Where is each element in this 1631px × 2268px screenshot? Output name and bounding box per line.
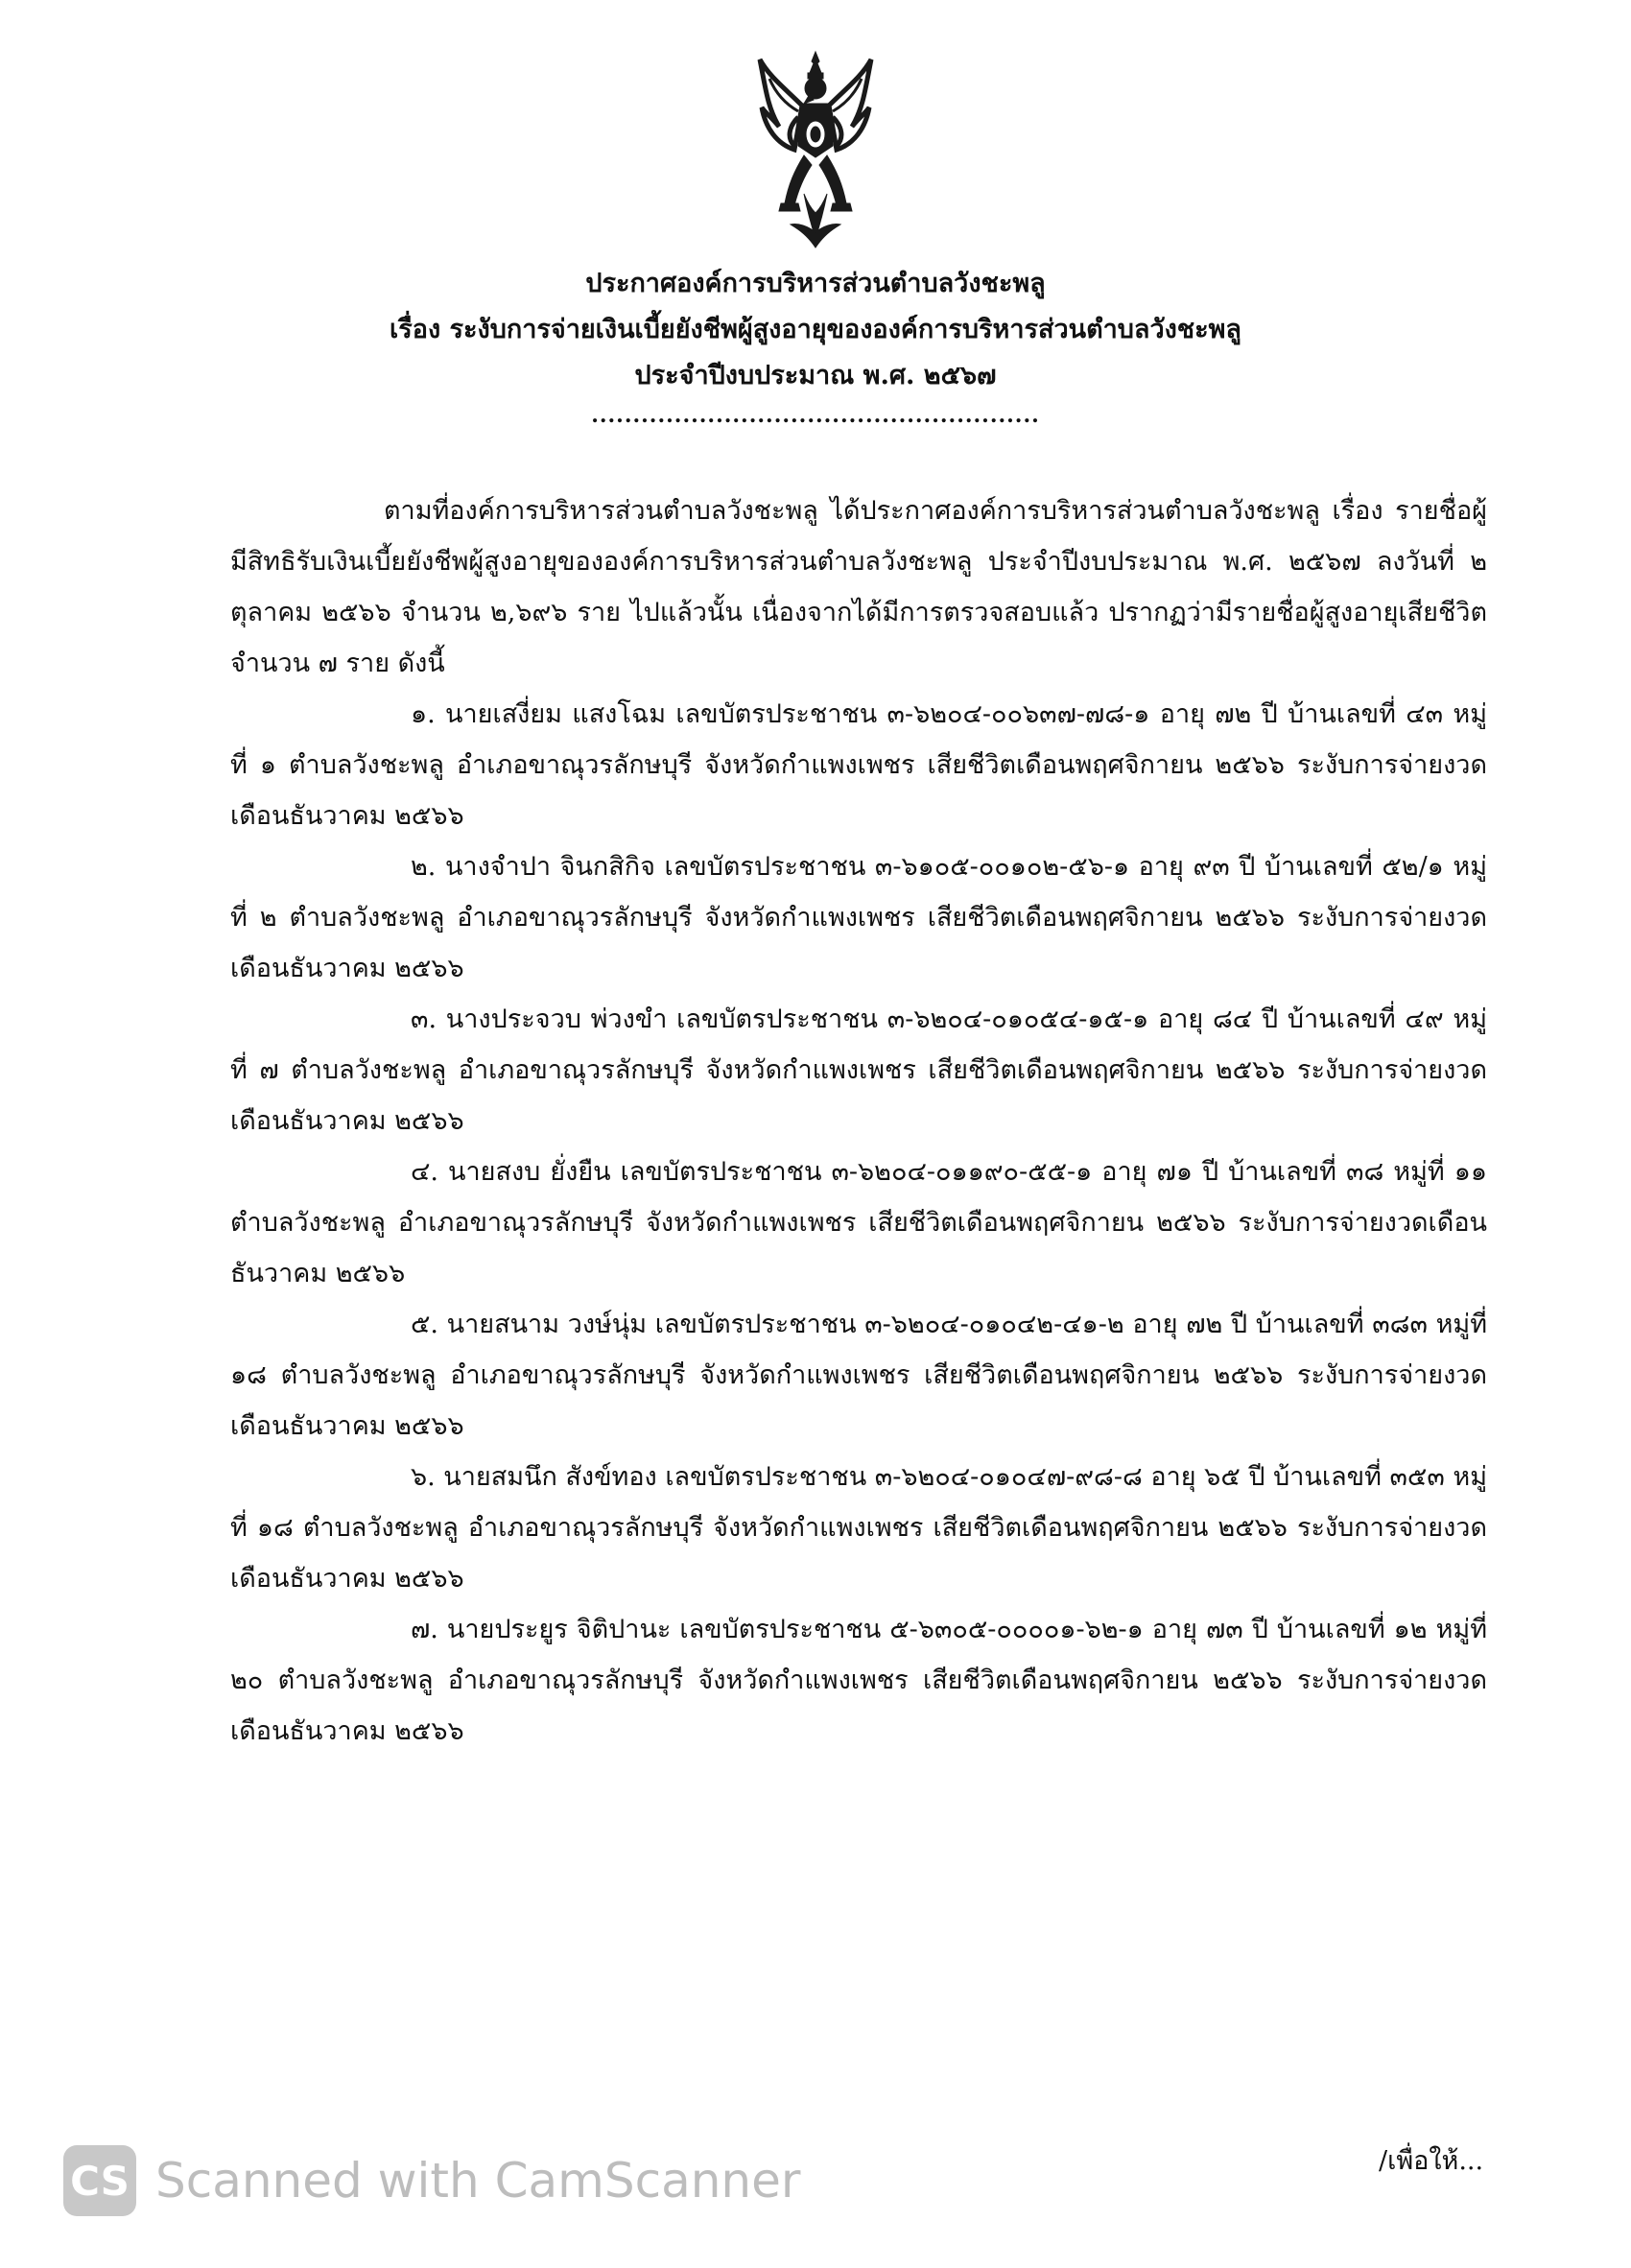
list-item: ๑. นายเสงี่ยม แสงโฉม เลขบัตรประชาชน ๓-๖๒๐๔-๐๐๖๓๗-๗๘-๑ อายุ ๗๒ ปี บ้านเลขที่ ๔๓ หมู่ที่ ๑ ตำบลวังชะพลู อำเภอขาณุวรลักษบุรี จังหวัดกำแพงเพชร เสียชีวิตเดือนพฤศจิกายน ๒๕๖๖ ระงับการจ่ายงวดเดือนธันวาคม ๒๕๖๖: [230, 699, 1487, 831]
continuation-note: /เพื่อให้...: [1379, 2146, 1484, 2176]
garuda-emblem-icon: [756, 50, 875, 251]
list-item: ๔. นายสงบ ยั่งยืน เลขบัตรประชาชน ๓-๖๒๐๔-๐๑๑๙๐-๕๕-๑ อายุ ๗๑ ปี บ้านเลขที่ ๓๘ หมู่ที่ ๑๑ ตำบลวังชะพลู อำเภอขาณุวรลักษบุรี จังหวัดกำแพงเพชร เสียชีวิตเดือนพฤศจิกายน ๒๕๖๖ ระงับการจ่ายงวดเดือนธันวาคม ๒๕๖๖: [230, 1157, 1487, 1288]
announcement-body: [230, 485, 1487, 1757]
list-item: ๖. นายสมนึก สังข์ทอง เลขบัตรประชาชน ๓-๖๒๐๔-๐๑๐๔๗-๙๘-๘ อายุ ๖๕ ปี บ้านเลขที่ ๓๕๓ หมู่ที่ ๑๘ ตำบลวังชะพลู อำเภอขาณุวรลักษบุรี จังหวัดกำแพงเพชร เสียชีวิตเดือนพฤศจิกายน ๒๕๖๖ ระงับการจ่ายงวดเดือนธันวาคม ๒๕๖๖: [230, 1462, 1487, 1594]
list-item: ๕. นายสนาม วงษ์นุ่ม เลขบัตรประชาชน ๓-๖๒๐๔-๐๑๐๔๒-๔๑-๒ อายุ ๗๒ ปี บ้านเลขที่ ๓๘๓ หมู่ที่ ๑๘ ตำบลวังชะพลู อำเภอขาณุวรลักษบุรี จังหวัดกำแพงเพชร เสียชีวิตเดือนพฤศจิกายน ๒๕๖๖ ระงับการจ่ายงวดเดือนธันวาคม ๒๕๖๖: [230, 1310, 1487, 1441]
announcement-header: [0, 261, 1631, 430]
intro-paragraph: ตามที่องค์การบริหารส่วนตำบลวังชะพลู ได้ประกาศองค์การบริหารส่วนตำบลวังชะพลู เรื่อง รายชื่อผู้มีสิทธิรับเงินเบี้ยยังชีพผู้สูงอายุขององค์การบริหารส่วนตำบลวังชะพลู ประจำปีงบประมาณ พ.ศ. ๒๕๖๗ ลงวันที่ ๒ ตุลาคม ๒๕๖๖ จำนวน ๒,๖๙๖ ราย ไปแล้วนั้น เนื่องจากได้มีการตรวจสอบแล้ว ปรากฏว่ามีรายชื่อผู้สูงอายุเสียชีวิต จำนวน ๗ ราย ดังนี้: [230, 496, 1487, 678]
announcement-issuer: ประกาศองค์การบริหารส่วนตำบลวังชะพลู: [585, 269, 1046, 298]
camscanner-logo-icon: CS: [63, 2145, 136, 2216]
list-item: ๒. นางจำปา จินกสิกิจ เลขบัตรประชาชน ๓-๖๑๐๕-๐๐๑๐๒-๕๖-๑ อายุ ๙๓ ปี บ้านเลขที่ ๕๒/๑ หมู่ที่ ๒ ตำบลวังชะพลู อำเภอขาณุวรลักษบุรี จังหวัดกำแพงเพชร เสียชีวิตเดือนพฤศจิกายน ๒๕๖๖ ระงับการจ่ายงวดเดือนธันวาคม ๒๕๖๖: [230, 852, 1487, 983]
list-item: ๗. นายประยูร จิติปานะ เลขบัตรประชาชน ๕-๖๓๐๕-๐๐๐๐๑-๖๒-๑ อายุ ๗๓ ปี บ้านเลขที่ ๑๒ หมู่ที่ ๒๐ ตำบลวังชะพลู อำเภอขาณุวรลักษบุรี จังหวัดกำแพงเพชร เสียชีวิตเดือนพฤศจิกายน ๒๕๖๖ ระงับการจ่ายงวดเดือนธันวาคม ๒๕๖๖: [230, 1615, 1487, 1746]
header-divider: ......................................................: [591, 403, 1040, 428]
camscanner-text: Scanned with CamScanner: [155, 2153, 801, 2209]
announcement-fiscal-year: ประจำปีงบประมาณ พ.ศ. ๒๕๖๗: [634, 361, 997, 390]
camscanner-watermark: [63, 2145, 800, 2216]
list-item: ๓. นางประจวบ พ่วงขำ เลขบัตรประชาชน ๓-๖๒๐๔-๐๑๐๕๔-๑๕-๑ อายุ ๘๔ ปี บ้านเลขที่ ๔๙ หมู่ที่ ๗ ตำบลวังชะพลู อำเภอขาณุวรลักษบุรี จังหวัดกำแพงเพชร เสียชีวิตเดือนพฤศจิกายน ๒๕๖๖ ระงับการจ่ายงวดเดือนธันวาคม ๒๕๖๖: [230, 1004, 1487, 1136]
announcement-subject: เรื่อง ระงับการจ่ายเงินเบี้ยยังชีพผู้สูงอายุขององค์การบริหารส่วนตำบลวังชะพลู: [390, 315, 1241, 344]
